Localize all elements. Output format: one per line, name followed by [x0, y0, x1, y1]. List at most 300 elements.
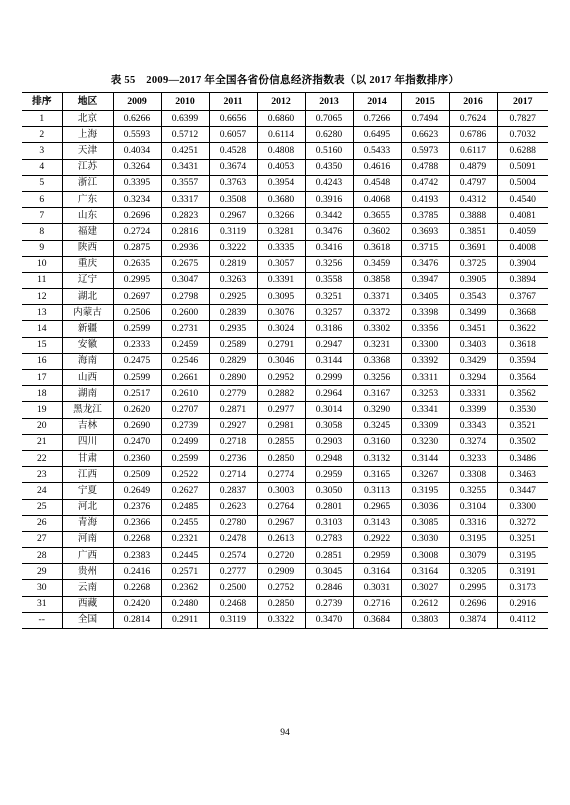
index-value-cell: 0.2981 [257, 418, 305, 434]
index-value-cell: 0.3317 [161, 191, 209, 207]
index-value-cell: 0.4788 [401, 159, 449, 175]
index-value-cell: 0.3655 [353, 208, 401, 224]
index-value-cell: 0.3618 [497, 337, 548, 353]
table-row [22, 272, 548, 288]
table-row [22, 191, 548, 207]
index-value-cell: 0.4008 [497, 240, 548, 256]
index-value-cell: 0.2995 [113, 272, 161, 288]
index-value-cell: 0.3309 [401, 418, 449, 434]
rank-cell: 4 [22, 159, 62, 175]
rank-cell: 19 [22, 402, 62, 418]
index-value-cell: 0.2268 [113, 580, 161, 596]
table-row [22, 515, 548, 531]
index-value-cell: 0.3562 [497, 386, 548, 402]
table-header-row [22, 93, 548, 111]
table-row [22, 467, 548, 483]
region-cell: 西藏 [62, 596, 113, 612]
index-value-cell: 0.3851 [449, 224, 497, 240]
index-value-cell: 0.6656 [209, 111, 257, 127]
index-value-cell: 0.3916 [305, 191, 353, 207]
index-value-cell: 0.2764 [257, 499, 305, 515]
index-value-cell: 0.2829 [209, 353, 257, 369]
index-value-cell: 0.3356 [401, 321, 449, 337]
index-value-cell: 0.2801 [305, 499, 353, 515]
index-value-cell: 0.2599 [113, 321, 161, 337]
index-value-cell: 0.3725 [449, 256, 497, 272]
index-value-cell: 0.2816 [161, 224, 209, 240]
rank-cell: 20 [22, 418, 62, 434]
index-value-cell: 0.2620 [113, 402, 161, 418]
index-value-cell: 0.2965 [353, 499, 401, 515]
index-value-cell: 0.3308 [449, 467, 497, 483]
index-value-cell: 0.3014 [305, 402, 353, 418]
table-row [22, 548, 548, 564]
index-value-cell: 0.3076 [257, 305, 305, 321]
index-value-cell: 0.4528 [209, 143, 257, 159]
index-value-cell: 0.7827 [497, 111, 548, 127]
index-value-cell: 0.3715 [401, 240, 449, 256]
region-cell: 甘肃 [62, 450, 113, 466]
index-value-cell: 0.6786 [449, 127, 497, 143]
index-value-cell: 0.2964 [305, 386, 353, 402]
table-row [22, 564, 548, 580]
index-value-cell: 0.3371 [353, 289, 401, 305]
index-value-cell: 0.3521 [497, 418, 548, 434]
index-value-cell: 0.3205 [449, 564, 497, 580]
index-value-cell: 0.3451 [449, 321, 497, 337]
rank-cell: 9 [22, 240, 62, 256]
index-value-cell: 0.4059 [497, 224, 548, 240]
index-value-cell: 0.4808 [257, 143, 305, 159]
index-value-cell: 0.2470 [113, 434, 161, 450]
index-value-cell: 0.2485 [161, 499, 209, 515]
index-value-cell: 0.3113 [353, 483, 401, 499]
rank-cell: 25 [22, 499, 62, 515]
index-value-cell: 0.3079 [449, 548, 497, 564]
index-value-cell: 0.4350 [305, 159, 353, 175]
index-value-cell: 0.4053 [257, 159, 305, 175]
region-cell: 四川 [62, 434, 113, 450]
index-value-cell: 0.2716 [353, 596, 401, 612]
index-value-cell: 0.3399 [449, 402, 497, 418]
index-value-cell: 0.3024 [257, 321, 305, 337]
table-row [22, 596, 548, 612]
index-value-cell: 0.3030 [401, 531, 449, 547]
index-value-cell: 0.3442 [305, 208, 353, 224]
index-value-cell: 0.2851 [305, 548, 353, 564]
region-cell: 黑龙江 [62, 402, 113, 418]
index-value-cell: 0.3267 [401, 467, 449, 483]
index-value-cell: 0.7624 [449, 111, 497, 127]
index-value-cell: 0.2697 [113, 289, 161, 305]
index-value-cell: 0.3463 [497, 467, 548, 483]
index-value-cell: 0.3557 [161, 175, 209, 191]
index-value-cell: 0.2333 [113, 337, 161, 353]
table-row [22, 402, 548, 418]
rank-cell: 5 [22, 175, 62, 191]
index-value-cell: 0.3164 [353, 564, 401, 580]
index-value-cell: 0.3947 [401, 272, 449, 288]
index-value-cell: 0.2696 [113, 208, 161, 224]
index-value-cell: 0.3398 [401, 305, 449, 321]
index-value-cell: 0.2690 [113, 418, 161, 434]
index-value-cell: 0.3144 [305, 353, 353, 369]
index-value-cell: 0.2731 [161, 321, 209, 337]
region-cell: 辽宁 [62, 272, 113, 288]
index-value-cell: 0.2855 [257, 434, 305, 450]
index-value-cell: 0.2752 [257, 580, 305, 596]
index-value-cell: 0.2714 [209, 467, 257, 483]
index-value-cell: 0.2780 [209, 515, 257, 531]
rank-cell: 22 [22, 450, 62, 466]
table-row [22, 483, 548, 499]
index-value-cell: 0.3119 [209, 612, 257, 628]
index-value-cell: 0.2321 [161, 531, 209, 547]
index-value-cell: 0.3274 [449, 434, 497, 450]
index-value-cell: 0.2922 [353, 531, 401, 547]
index-value-cell: 0.3027 [401, 580, 449, 596]
rank-cell: 8 [22, 224, 62, 240]
index-value-cell: 0.4243 [305, 175, 353, 191]
index-value-cell: 0.3251 [497, 531, 548, 547]
index-value-cell: 0.3405 [401, 289, 449, 305]
index-value-cell: 0.3331 [449, 386, 497, 402]
index-value-cell: 0.3104 [449, 499, 497, 515]
index-value-cell: 0.2995 [449, 580, 497, 596]
index-value-cell: 0.2798 [161, 289, 209, 305]
index-value-cell: 0.2846 [305, 580, 353, 596]
index-value-cell: 0.3103 [305, 515, 353, 531]
header-year-2016: 2016 [449, 93, 497, 111]
index-value-cell: 0.2571 [161, 564, 209, 580]
index-value-cell: 0.2967 [209, 208, 257, 224]
index-value-cell: 0.2875 [113, 240, 161, 256]
index-value-cell: 0.3486 [497, 450, 548, 466]
index-value-cell: 0.2383 [113, 548, 161, 564]
region-cell: 全国 [62, 612, 113, 628]
table-row [22, 305, 548, 321]
table-row [22, 580, 548, 596]
header-year-2014: 2014 [353, 93, 401, 111]
index-value-cell: 0.2500 [209, 580, 257, 596]
region-cell: 新疆 [62, 321, 113, 337]
index-value-cell: 0.2499 [161, 434, 209, 450]
region-cell: 宁夏 [62, 483, 113, 499]
region-cell: 河北 [62, 499, 113, 515]
index-value-cell: 0.2468 [209, 596, 257, 612]
index-value-cell: 0.3231 [353, 337, 401, 353]
index-value-cell: 0.2455 [161, 515, 209, 531]
index-value-cell: 0.3392 [401, 353, 449, 369]
index-value-cell: 0.3264 [113, 159, 161, 175]
index-value-cell: 0.3691 [449, 240, 497, 256]
region-cell: 贵州 [62, 564, 113, 580]
index-value-cell: 0.3668 [497, 305, 548, 321]
index-value-cell: 0.3470 [305, 612, 353, 628]
index-value-cell: 0.3372 [353, 305, 401, 321]
header-rank: 排序 [22, 93, 62, 111]
region-cell: 河南 [62, 531, 113, 547]
index-value-cell: 0.2635 [113, 256, 161, 272]
table-row [22, 240, 548, 256]
index-value-cell: 0.2506 [113, 305, 161, 321]
rank-cell: 6 [22, 191, 62, 207]
region-cell: 福建 [62, 224, 113, 240]
index-value-cell: 0.3191 [497, 564, 548, 580]
index-value-cell: 0.3058 [305, 418, 353, 434]
index-value-cell: 0.3251 [305, 289, 353, 305]
rank-cell: 24 [22, 483, 62, 499]
index-value-cell: 0.3233 [449, 450, 497, 466]
index-value-cell: 0.2736 [209, 450, 257, 466]
index-value-cell: 0.3874 [449, 612, 497, 628]
index-value-cell: 0.5973 [401, 143, 449, 159]
index-value-cell: 0.3368 [353, 353, 401, 369]
index-value-cell: 0.3195 [401, 483, 449, 499]
index-value-cell: 0.3195 [497, 548, 548, 564]
index-value-cell: 0.3160 [353, 434, 401, 450]
index-value-cell: 0.2823 [161, 208, 209, 224]
index-value-cell: 0.3543 [449, 289, 497, 305]
rank-cell: -- [22, 612, 62, 628]
index-value-cell: 0.3245 [353, 418, 401, 434]
rank-cell: 30 [22, 580, 62, 596]
index-value-cell: 0.3253 [401, 386, 449, 402]
index-value-cell: 0.3905 [449, 272, 497, 288]
index-value-cell: 0.4112 [497, 612, 548, 628]
index-value-cell: 0.2739 [305, 596, 353, 612]
index-value-cell: 0.3904 [497, 256, 548, 272]
table-row [22, 289, 548, 305]
index-value-cell: 0.3290 [353, 402, 401, 418]
rank-cell: 16 [22, 353, 62, 369]
index-value-cell: 0.3281 [257, 224, 305, 240]
index-value-cell: 0.3234 [113, 191, 161, 207]
region-cell: 云南 [62, 580, 113, 596]
index-value-cell: 0.2837 [209, 483, 257, 499]
table-row [22, 111, 548, 127]
rank-cell: 17 [22, 370, 62, 386]
index-value-cell: 0.2623 [209, 499, 257, 515]
index-value-cell: 0.2480 [161, 596, 209, 612]
index-value-cell: 0.2882 [257, 386, 305, 402]
index-value-cell: 0.4251 [161, 143, 209, 159]
table-row [22, 418, 548, 434]
index-value-cell: 0.3693 [401, 224, 449, 240]
index-value-cell: 0.2779 [209, 386, 257, 402]
index-value-cell: 0.2890 [209, 370, 257, 386]
index-value-cell: 0.2661 [161, 370, 209, 386]
region-cell: 重庆 [62, 256, 113, 272]
index-value-cell: 0.3144 [401, 450, 449, 466]
index-value-cell: 0.3046 [257, 353, 305, 369]
index-value-cell: 0.6623 [401, 127, 449, 143]
index-value-cell: 0.2546 [161, 353, 209, 369]
index-value-cell: 0.3164 [401, 564, 449, 580]
index-value-cell: 0.7065 [305, 111, 353, 127]
index-value-cell: 0.2509 [113, 467, 161, 483]
index-table [22, 92, 548, 629]
index-value-cell: 0.3302 [353, 321, 401, 337]
table-row [22, 353, 548, 369]
rank-cell: 21 [22, 434, 62, 450]
index-value-cell: 0.5160 [305, 143, 353, 159]
region-cell: 北京 [62, 111, 113, 127]
index-value-cell: 0.3502 [497, 434, 548, 450]
index-value-cell: 0.2675 [161, 256, 209, 272]
header-year-2013: 2013 [305, 93, 353, 111]
index-value-cell: 0.2366 [113, 515, 161, 531]
index-value-cell: 0.2376 [113, 499, 161, 515]
index-value-cell: 0.2911 [161, 612, 209, 628]
index-value-cell: 0.2999 [305, 370, 353, 386]
index-value-cell: 0.3263 [209, 272, 257, 288]
index-value-cell: 0.4193 [401, 191, 449, 207]
table-caption: 表 55 2009—2017 年全国各省份信息经济指数表（以 2017 年指数排序） [110, 75, 460, 86]
index-value-cell: 0.3173 [497, 580, 548, 596]
index-value-cell: 0.2718 [209, 434, 257, 450]
index-value-cell: 0.4081 [497, 208, 548, 224]
index-value-cell: 0.3803 [401, 612, 449, 628]
rank-cell: 12 [22, 289, 62, 305]
index-value-cell: 0.3594 [497, 353, 548, 369]
index-value-cell: 0.3508 [209, 191, 257, 207]
index-value-cell: 0.6280 [305, 127, 353, 143]
index-value-cell: 0.7032 [497, 127, 548, 143]
rank-cell: 3 [22, 143, 62, 159]
index-value-cell: 0.3300 [401, 337, 449, 353]
index-value-cell: 0.2959 [353, 548, 401, 564]
index-value-cell: 0.2574 [209, 548, 257, 564]
index-value-cell: 0.3767 [497, 289, 548, 305]
index-value-cell: 0.2948 [305, 450, 353, 466]
index-value-cell: 0.2936 [161, 240, 209, 256]
index-value-cell: 0.2478 [209, 531, 257, 547]
table-row [22, 143, 548, 159]
index-value-cell: 0.2952 [257, 370, 305, 386]
page-number: 94 [280, 728, 290, 738]
index-value-cell: 0.3403 [449, 337, 497, 353]
index-value-cell: 0.2977 [257, 402, 305, 418]
region-cell: 陕西 [62, 240, 113, 256]
index-value-cell: 0.3476 [401, 256, 449, 272]
region-cell: 浙江 [62, 175, 113, 191]
index-value-cell: 0.2707 [161, 402, 209, 418]
index-value-cell: 0.2916 [497, 596, 548, 612]
table-row [22, 499, 548, 515]
region-cell: 山东 [62, 208, 113, 224]
index-value-cell: 0.7266 [353, 111, 401, 127]
index-value-cell: 0.2791 [257, 337, 305, 353]
index-value-cell: 0.2416 [113, 564, 161, 580]
index-value-cell: 0.2967 [257, 515, 305, 531]
table-row [22, 337, 548, 353]
region-cell: 湖北 [62, 289, 113, 305]
index-value-cell: 0.2783 [305, 531, 353, 547]
index-value-cell: 0.2610 [161, 386, 209, 402]
index-value-cell: 0.2819 [209, 256, 257, 272]
index-value-cell: 0.4742 [401, 175, 449, 191]
index-value-cell: 0.2613 [257, 531, 305, 547]
index-value-cell: 0.3416 [305, 240, 353, 256]
index-value-cell: 0.2947 [305, 337, 353, 353]
index-value-cell: 0.3622 [497, 321, 548, 337]
header-year-2009: 2009 [113, 93, 161, 111]
table-row [22, 370, 548, 386]
rank-cell: 23 [22, 467, 62, 483]
region-cell: 海南 [62, 353, 113, 369]
rank-cell: 27 [22, 531, 62, 547]
index-value-cell: 0.2814 [113, 612, 161, 628]
index-value-cell: 0.2871 [209, 402, 257, 418]
region-cell: 吉林 [62, 418, 113, 434]
index-value-cell: 0.3165 [353, 467, 401, 483]
index-value-cell: 0.3564 [497, 370, 548, 386]
index-value-cell: 0.2445 [161, 548, 209, 564]
index-value-cell: 0.7494 [401, 111, 449, 127]
index-value-cell: 0.5004 [497, 175, 548, 191]
index-value-cell: 0.2522 [161, 467, 209, 483]
index-value-cell: 0.2360 [113, 450, 161, 466]
index-value-cell: 0.2475 [113, 353, 161, 369]
table-row [22, 531, 548, 547]
region-cell: 天津 [62, 143, 113, 159]
index-value-cell: 0.3255 [449, 483, 497, 499]
index-value-cell: 0.2362 [161, 580, 209, 596]
header-year-2017: 2017 [497, 93, 548, 111]
index-value-cell: 0.2927 [209, 418, 257, 434]
index-value-cell: 0.4879 [449, 159, 497, 175]
index-value-cell: 0.2925 [209, 289, 257, 305]
region-cell: 江苏 [62, 159, 113, 175]
index-value-cell: 0.3429 [449, 353, 497, 369]
index-value-cell: 0.3459 [353, 256, 401, 272]
index-value-cell: 0.3763 [209, 175, 257, 191]
rank-cell: 28 [22, 548, 62, 564]
index-value-cell: 0.3222 [209, 240, 257, 256]
index-value-cell: 0.3335 [257, 240, 305, 256]
table-row [22, 612, 548, 628]
rank-cell: 2 [22, 127, 62, 143]
rank-cell: 18 [22, 386, 62, 402]
region-cell: 上海 [62, 127, 113, 143]
index-value-cell: 0.4548 [353, 175, 401, 191]
table-row [22, 127, 548, 143]
index-value-cell: 0.2627 [161, 483, 209, 499]
index-value-cell: 0.6288 [497, 143, 548, 159]
index-value-cell: 0.3499 [449, 305, 497, 321]
header-region: 地区 [62, 93, 113, 111]
index-value-cell: 0.3343 [449, 418, 497, 434]
index-value-cell: 0.2935 [209, 321, 257, 337]
rank-cell: 15 [22, 337, 62, 353]
index-value-cell: 0.3674 [209, 159, 257, 175]
table-row [22, 434, 548, 450]
index-value-cell: 0.3858 [353, 272, 401, 288]
index-value-cell: 0.3036 [401, 499, 449, 515]
index-value-cell: 0.2774 [257, 467, 305, 483]
rank-cell: 31 [22, 596, 62, 612]
index-value-cell: 0.3894 [497, 272, 548, 288]
index-value-cell: 0.3618 [353, 240, 401, 256]
index-value-cell: 0.3256 [353, 370, 401, 386]
rank-cell: 11 [22, 272, 62, 288]
index-value-cell: 0.3341 [401, 402, 449, 418]
index-value-cell: 0.2459 [161, 337, 209, 353]
index-value-cell: 0.3143 [353, 515, 401, 531]
index-value-cell: 0.3316 [449, 515, 497, 531]
index-value-cell: 0.4034 [113, 143, 161, 159]
